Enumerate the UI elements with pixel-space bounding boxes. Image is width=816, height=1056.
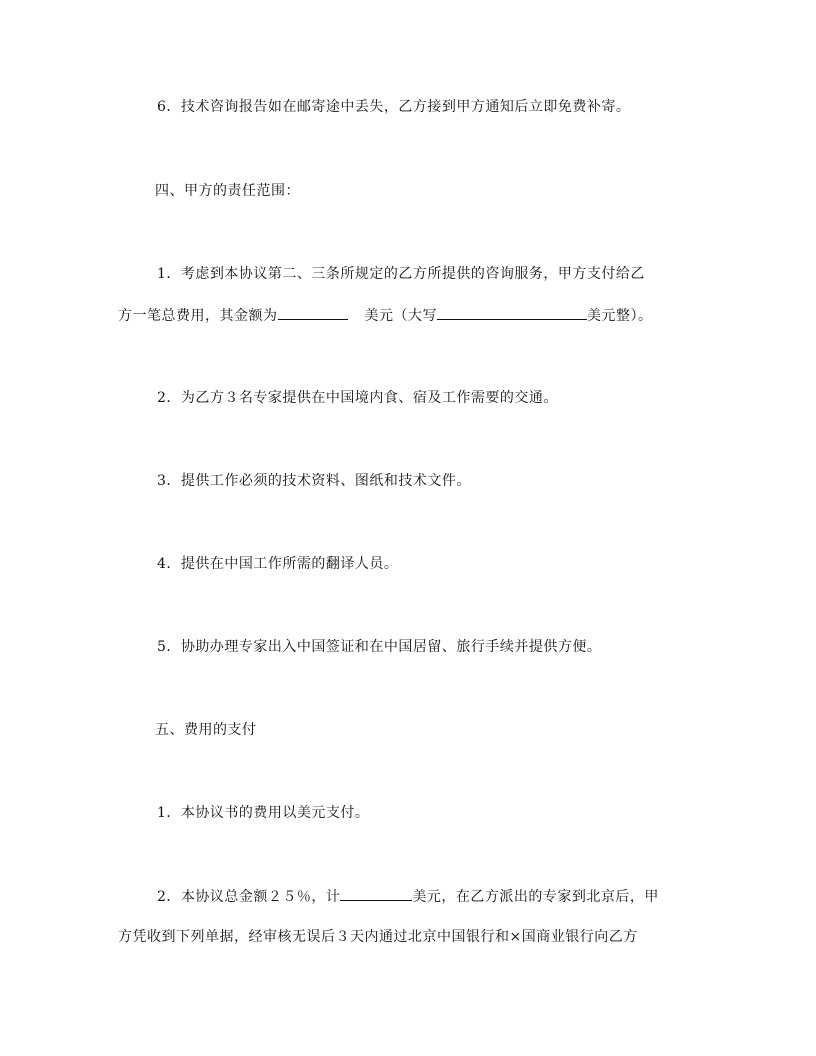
section-4-heading: 四、甲方的责任范围：	[155, 183, 300, 199]
clause-4-6-mail-loss: 6．技术咨询报告如在邮寄途中丢失，乙方接到甲方通知后立即免费补寄。	[157, 99, 631, 115]
section-5-item-2-line-2: 方凭收到下列单据，经审核无误后３天内通过北京中国银行和×国商业银行向乙方	[118, 929, 638, 945]
section-5-item-1: 1．本协议书的费用以美元支付。	[157, 805, 370, 821]
section-4-item-1-line-1: 1．考虑到本协议第二、三条所规定的乙方所提供的咨询服务，甲方支付给乙	[157, 266, 645, 282]
section-5-heading: 五、费用的支付	[155, 722, 257, 738]
percentage-text: 2．本协议总金额２５％，计	[157, 889, 341, 905]
payment-terms-text: 美元，在乙方派出的专家到北京后，甲	[412, 889, 659, 905]
section-4-item-1-line-2	[118, 305, 653, 326]
usd-whole-text: 美元整）。	[587, 308, 653, 324]
total-fee-text: 方一笔总费用，其金额为	[118, 308, 278, 324]
amount-in-words-blank	[437, 305, 587, 320]
section-4-item-3: 3．提供工作必须的技术资料、图纸和技术文件。	[157, 473, 471, 489]
usd-capital-text: 美元（大写	[364, 308, 437, 324]
section-4-item-2: 2．为乙方３名专家提供在中国境内食、宿及工作需要的交通。	[157, 390, 558, 406]
section-5-item-2-line-1	[157, 886, 659, 907]
amount-blank	[278, 305, 348, 320]
section-4-item-5: 5．协助办理专家出入中国签证和在中国居留、旅行手续并提供方便。	[157, 639, 602, 655]
payment-amount-blank	[340, 886, 412, 901]
section-4-item-4: 4．提供在中国工作所需的翻译人员。	[157, 556, 399, 572]
